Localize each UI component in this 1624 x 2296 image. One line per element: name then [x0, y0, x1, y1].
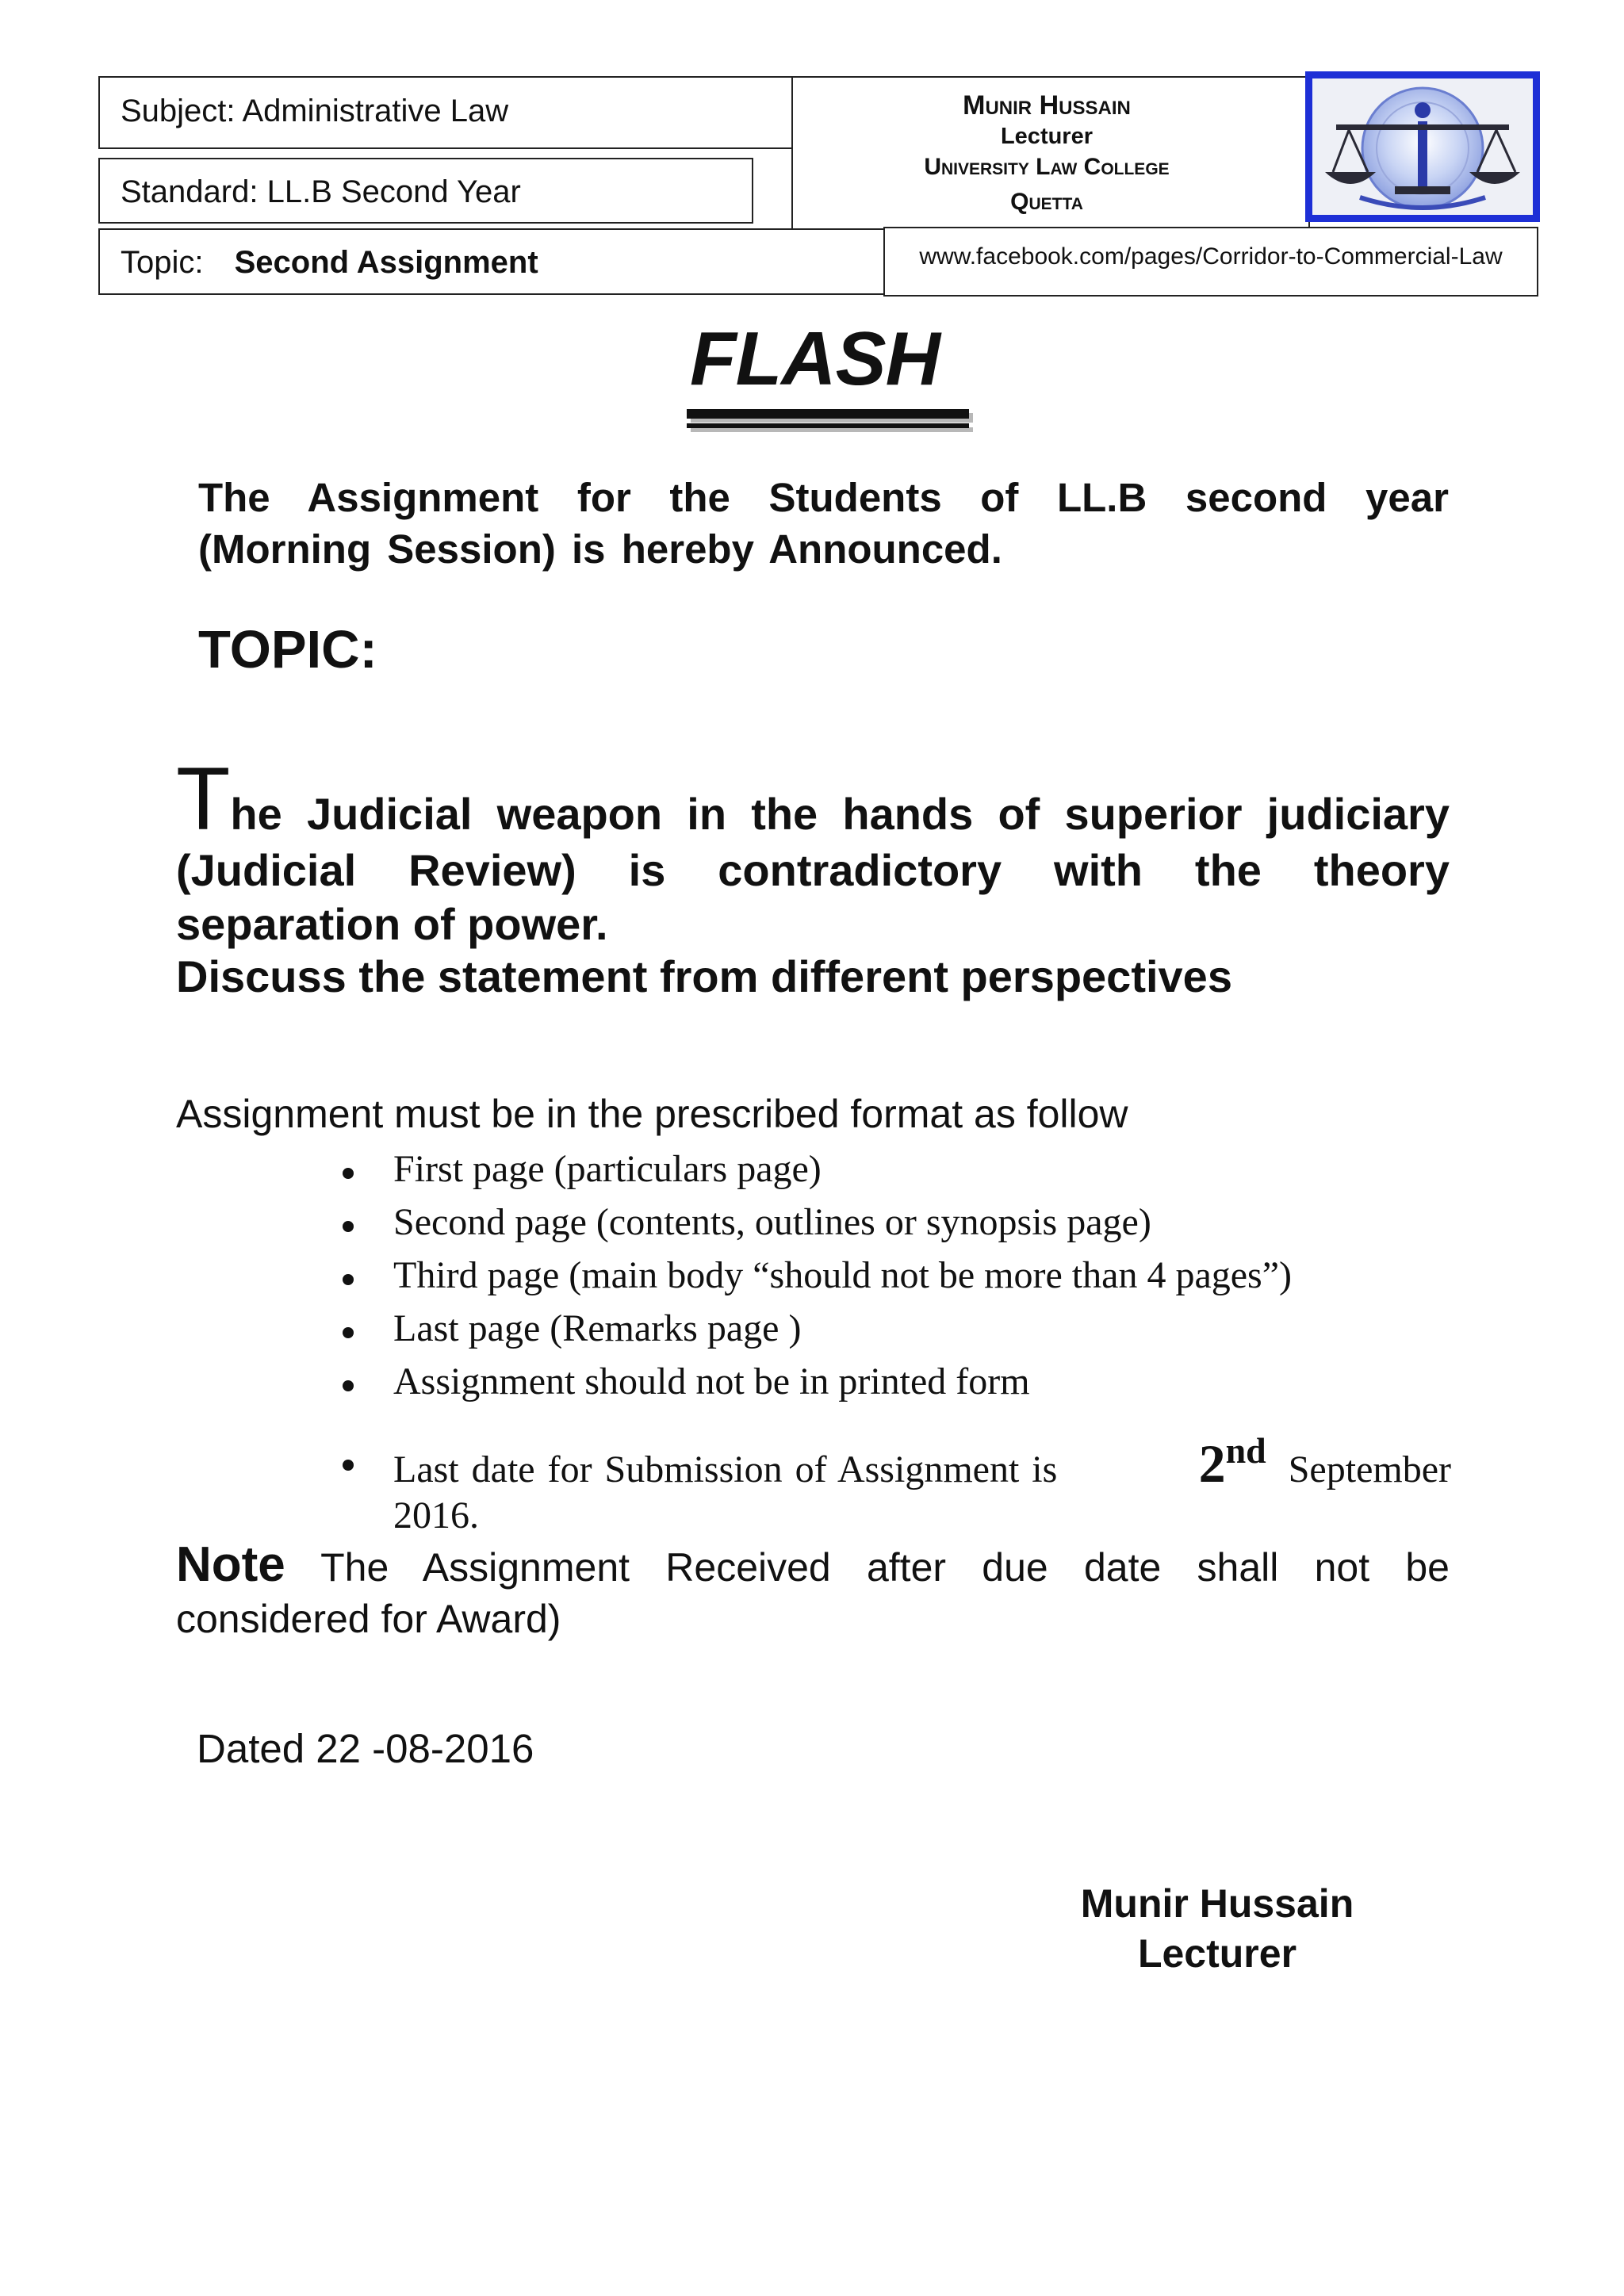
deadline-month: September	[1288, 1448, 1451, 1490]
list-item: First page (particulars page)	[333, 1147, 1451, 1200]
bullet-icon	[343, 1274, 354, 1285]
deadline-day: 2nd	[1198, 1430, 1266, 1494]
signature-title: Lecturer	[1137, 1931, 1297, 1976]
announcement-line-2: (Morning Session) is hereby Announced.	[198, 526, 1002, 572]
subject-line	[121, 95, 508, 127]
list-item-deadline	[333, 1423, 1451, 1550]
topic-statement-line-1	[176, 749, 1450, 848]
deadline-year: 2016.	[393, 1494, 479, 1536]
bullet-icon	[343, 1460, 354, 1471]
author-name: Munir Hussain	[963, 90, 1131, 121]
topic-label: Topic:	[121, 245, 204, 280]
flash-underline	[687, 409, 969, 419]
bullet-icon	[343, 1168, 354, 1179]
author-title: Lecturer	[1000, 124, 1094, 149]
bullet-icon	[343, 1221, 354, 1232]
list-item: Assignment should not be in printed form	[333, 1360, 1451, 1423]
drop-cap: T	[176, 749, 231, 848]
topic-statement-line-2: (Judicial Review) is contradictory with the theory	[176, 845, 1450, 895]
deadline-date	[1199, 1429, 1451, 1495]
college-name: University Law College	[924, 154, 1170, 180]
flash-title: FLASH	[690, 316, 940, 401]
topic-line-1-text: he Judicial weapon in the hands of superior judiciary	[230, 789, 1450, 839]
dated-line: Dated 22 -08-2016	[197, 1726, 534, 1771]
topic-value: Second Assignment	[234, 245, 538, 280]
scales-of-justice-logo-icon	[1305, 71, 1540, 222]
signature-name: Munir Hussain	[1080, 1881, 1354, 1926]
note-label: Note	[176, 1537, 285, 1592]
format-intro: Assignment must be in the prescribed format as follow	[176, 1092, 1128, 1136]
announcement-line-1: The Assignment for the Students of LL.B second year	[198, 475, 1449, 520]
note-line-1	[176, 1537, 1450, 1592]
subject-value: Administrative Law	[242, 94, 509, 128]
note-line-2: considered for Award)	[176, 1597, 561, 1641]
list-item: Second page (contents, outlines or synopsis page)	[333, 1200, 1451, 1253]
bullet-icon	[343, 1327, 354, 1338]
topic-statement-line-4: Discuss the statement from different perspectives	[176, 951, 1232, 1001]
subject-label: Subject:	[121, 94, 236, 128]
topic-statement-line-3: separation of power.	[176, 899, 608, 949]
standard-line	[121, 176, 521, 208]
topic-line	[121, 247, 538, 278]
facebook-url[interactable]: www.facebook.com/pages/Corridor-to-Commercial-Law	[919, 243, 1503, 270]
format-list	[333, 1147, 1451, 1550]
deadline-prefix: Last date for Submission of Assignment is	[393, 1448, 1058, 1490]
list-item: Last page (Remarks page )	[333, 1307, 1451, 1360]
standard-value: LL.B Second Year	[266, 174, 521, 209]
topic-heading: TOPIC:	[198, 620, 377, 679]
scales-of-justice-icon	[1312, 78, 1533, 215]
note-text: The Assignment Received after due date shall not be	[320, 1545, 1450, 1590]
bullet-icon	[343, 1380, 354, 1391]
standard-label: Standard:	[121, 174, 259, 209]
list-item: Third page (main body “should not be more than 4 pages”)	[333, 1253, 1451, 1307]
deadline-line	[393, 1423, 1451, 1495]
flash-underline-double	[687, 423, 969, 428]
city-name: Quetta	[1010, 189, 1083, 215]
